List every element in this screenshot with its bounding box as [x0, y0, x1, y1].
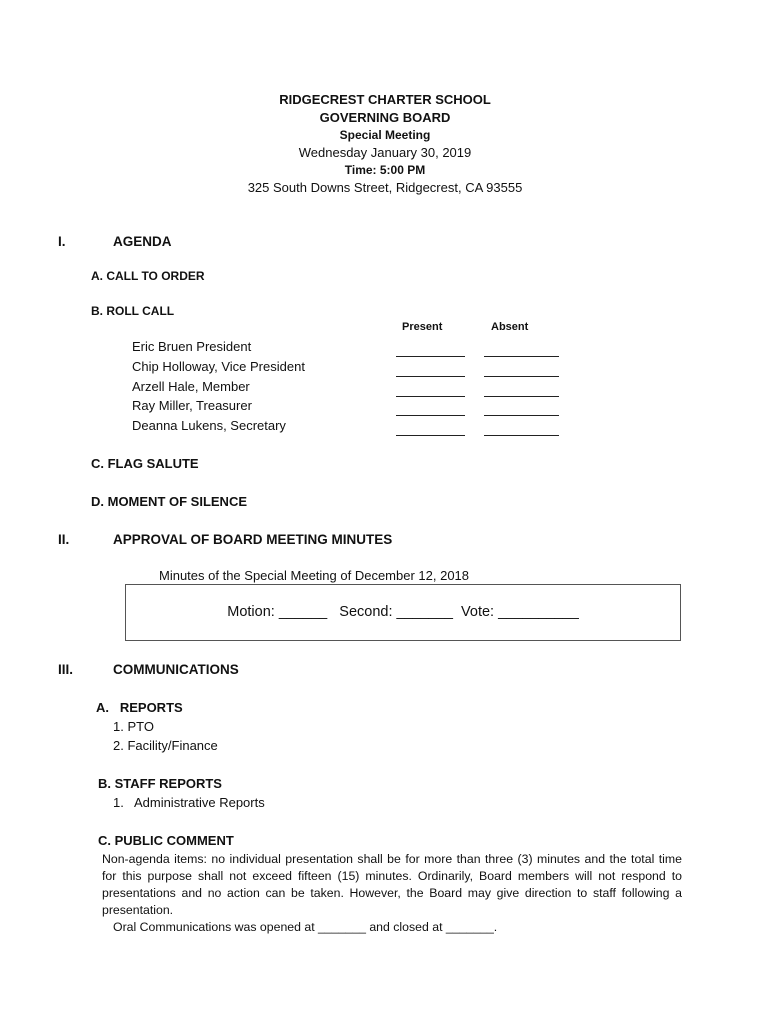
member-chip-holloway: Chip Holloway, Vice President — [132, 359, 305, 374]
report-item-facility: 2. Facility/Finance — [113, 738, 218, 753]
public-comment-heading: C. PUBLIC COMMENT — [98, 833, 234, 848]
absent-blank-3[interactable] — [484, 396, 559, 397]
member-ray-miller: Ray Miller, Treasurer — [132, 398, 252, 413]
motion-line[interactable]: Motion: ______ Second: _______ Vote: __________ — [227, 604, 579, 620]
school-name: RIDGECREST CHARTER SCHOOL — [279, 92, 491, 107]
minutes-item: Minutes of the Special Meeting of December 12, 2018 — [159, 568, 470, 583]
present-blank-5[interactable] — [396, 435, 465, 436]
member-arzell-hale: Arzell Hale, Member — [132, 379, 250, 394]
public-comment-text: Non-agenda items: no individual presentation shall be for more than three (3) minutes and the total time for this purpose shall not exceed fifteen (15) minutes. Ordinarily, Board members will not respond to presentations and no action can be taken. However, the Board may give direction to staff following a presentation. — [102, 852, 682, 917]
reports-heading: A. REPORTS — [96, 700, 183, 715]
absent-blank-4[interactable] — [484, 415, 559, 416]
oral-communications-line[interactable]: Oral Communications was opened at _______ and closed at _______. — [113, 920, 498, 934]
roll-call: B. ROLL CALL — [91, 304, 175, 318]
board-name: GOVERNING BOARD — [319, 110, 451, 125]
present-blank-1[interactable] — [396, 356, 465, 357]
absent-blank-1[interactable] — [484, 356, 559, 357]
section-1-title: AGENDA — [113, 234, 172, 249]
absent-header: Absent — [491, 321, 529, 333]
section-1-numeral: I. — [58, 234, 66, 249]
absent-blank-2[interactable] — [484, 376, 559, 377]
meeting-type: Special Meeting — [339, 128, 431, 142]
staff-item-admin: 1. Administrative Reports — [113, 795, 265, 810]
section-2-numeral: II. — [58, 532, 70, 547]
section-3-numeral: III. — [58, 662, 74, 677]
staff-reports-heading: B. STAFF REPORTS — [98, 776, 222, 791]
member-eric-bruen: Eric Bruen President — [132, 339, 252, 354]
present-blank-2[interactable] — [396, 376, 465, 377]
present-blank-3[interactable] — [396, 396, 465, 397]
meeting-address: 325 South Downs Street, Ridgecrest, CA 93555 — [247, 180, 523, 195]
section-2-title: APPROVAL OF BOARD MEETING MINUTES — [113, 532, 393, 547]
absent-blank-5[interactable] — [484, 435, 559, 436]
meeting-date: Wednesday January 30, 2019 — [298, 145, 472, 160]
section-3-title: COMMUNICATIONS — [113, 662, 239, 677]
flag-salute: C. FLAG SALUTE — [91, 456, 199, 471]
member-deanna-lukens: Deanna Lukens, Secretary — [132, 418, 286, 433]
call-to-order: A. CALL TO ORDER — [91, 269, 205, 283]
present-header: Present — [402, 321, 443, 333]
moment-of-silence: D. MOMENT OF SILENCE — [91, 494, 247, 509]
report-item-pto: 1. PTO — [113, 719, 154, 734]
present-blank-4[interactable] — [396, 415, 465, 416]
meeting-time: Time: 5:00 PM — [344, 163, 426, 177]
